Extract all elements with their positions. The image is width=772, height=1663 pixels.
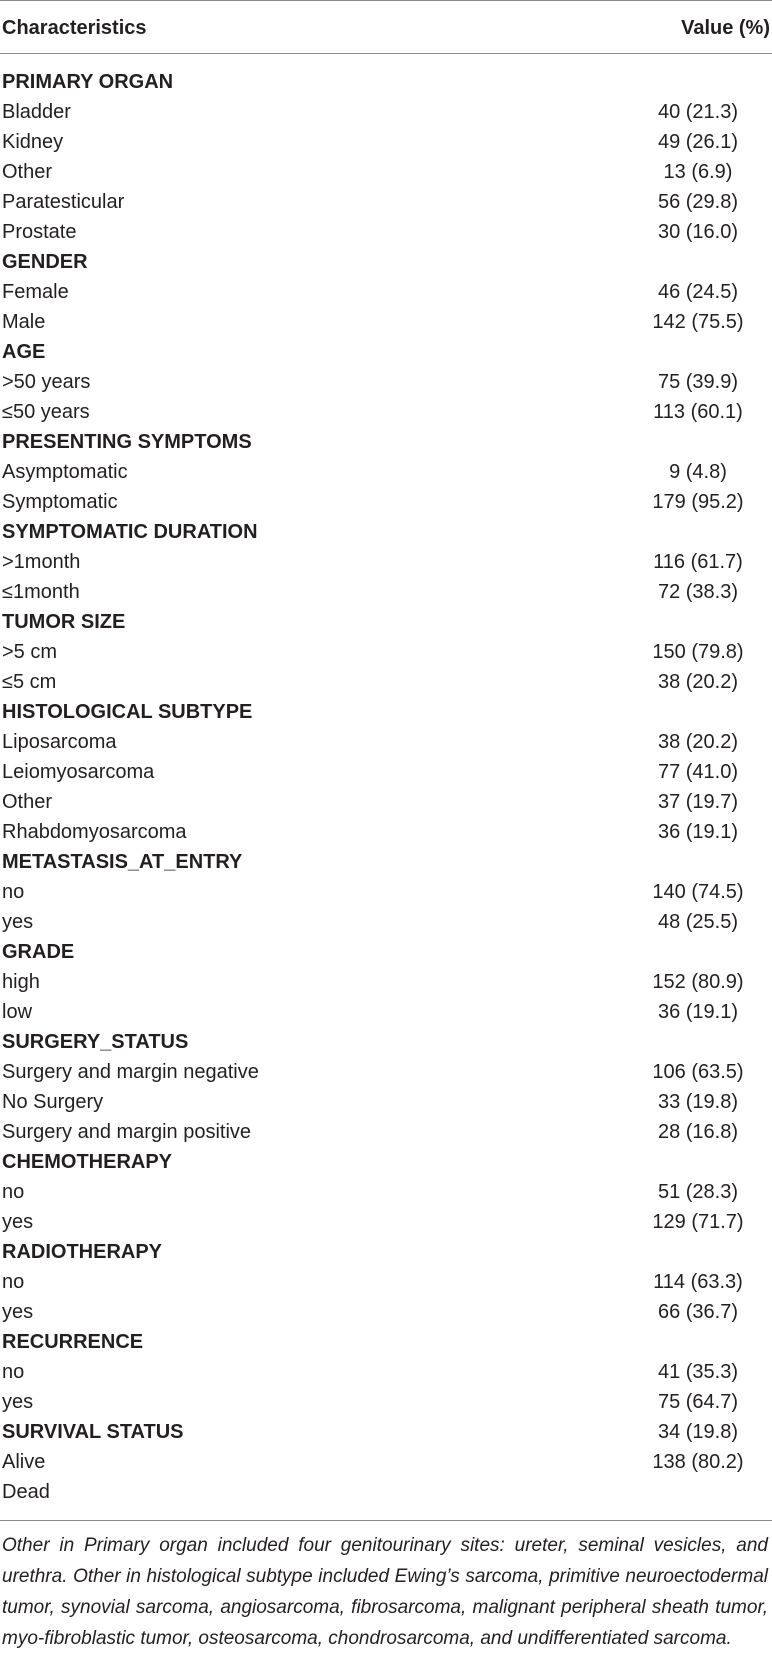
row-label: no bbox=[2, 1181, 25, 1203]
row-label: ≤50 years bbox=[2, 401, 90, 423]
row-label: Paratesticular bbox=[2, 191, 125, 213]
table-row bbox=[0, 967, 772, 997]
section-label: RECURRENCE bbox=[2, 1331, 144, 1353]
table-row bbox=[0, 457, 772, 487]
table-row bbox=[0, 1477, 772, 1507]
section-header-row bbox=[0, 1147, 772, 1177]
row-label: Other bbox=[2, 161, 53, 183]
table-row bbox=[0, 487, 772, 517]
row-value: 138 (80.2) bbox=[652, 1451, 744, 1473]
row-value: 56 (29.8) bbox=[657, 191, 739, 213]
table-body bbox=[0, 67, 772, 1507]
table-row bbox=[0, 1207, 772, 1237]
row-label: no bbox=[2, 1361, 25, 1383]
section-header-row bbox=[0, 697, 772, 727]
row-label: Other bbox=[2, 791, 53, 813]
table-row bbox=[0, 1387, 772, 1417]
row-label: yes bbox=[2, 911, 34, 933]
row-label: Alive bbox=[2, 1451, 46, 1473]
row-value: 36 (19.1) bbox=[657, 821, 739, 843]
table-row bbox=[0, 277, 772, 307]
table-row bbox=[0, 1357, 772, 1387]
row-value: 142 (75.5) bbox=[652, 311, 744, 333]
section-label: GRADE bbox=[2, 941, 75, 963]
row-value: 75 (64.7) bbox=[657, 1391, 739, 1413]
row-value: 116 (61.7) bbox=[653, 551, 743, 573]
row-label: Male bbox=[2, 311, 46, 333]
row-label: Asymptomatic bbox=[2, 461, 128, 483]
row-value: 106 (63.5) bbox=[652, 1061, 744, 1083]
section-header-row bbox=[0, 337, 772, 367]
section-header-row bbox=[0, 847, 772, 877]
row-value: 46 (24.5) bbox=[657, 281, 739, 303]
section-label: SYMPTOMATIC DURATION bbox=[2, 521, 258, 543]
row-label: Liposarcoma bbox=[2, 731, 117, 753]
section-header-row bbox=[0, 247, 772, 277]
table-row bbox=[0, 787, 772, 817]
row-label: yes bbox=[2, 1211, 34, 1233]
row-label: Bladder bbox=[2, 101, 71, 123]
row-label: Rhabdomyosarcoma bbox=[2, 821, 187, 843]
table-row bbox=[0, 217, 772, 247]
section-label: PRIMARY ORGAN bbox=[2, 71, 174, 93]
row-value: 9 (4.8) bbox=[669, 461, 727, 483]
table-row bbox=[0, 307, 772, 337]
row-value: 51 (28.3) bbox=[657, 1181, 739, 1203]
row-label: high bbox=[2, 971, 40, 993]
table-row bbox=[0, 1117, 772, 1147]
row-label: yes bbox=[2, 1301, 34, 1323]
row-value: 66 (36.7) bbox=[657, 1301, 739, 1323]
section-header-row bbox=[0, 1327, 772, 1357]
row-value: 113 (60.1) bbox=[653, 401, 743, 423]
row-value: 38 (20.2) bbox=[657, 671, 739, 693]
row-value: 152 (80.9) bbox=[652, 971, 744, 993]
table-row bbox=[0, 1057, 772, 1087]
table-row bbox=[0, 547, 772, 577]
row-value: 129 (71.7) bbox=[652, 1211, 744, 1233]
table-header bbox=[0, 0, 772, 53]
table-row bbox=[0, 1447, 772, 1477]
table-row bbox=[0, 1177, 772, 1207]
table-row bbox=[0, 997, 772, 1027]
section-label: METASTASIS_AT_ENTRY bbox=[2, 851, 243, 873]
row-value: 41 (35.3) bbox=[657, 1361, 739, 1383]
row-value: 33 (19.8) bbox=[657, 1091, 739, 1113]
header-characteristics: Characteristics bbox=[2, 17, 147, 39]
table-row bbox=[0, 577, 772, 607]
row-label: ≤1month bbox=[2, 581, 80, 603]
row-value: 179 (95.2) bbox=[652, 491, 744, 513]
row-value: 77 (41.0) bbox=[657, 761, 739, 783]
section-header-row bbox=[0, 607, 772, 637]
row-value: 34 (19.8) bbox=[657, 1421, 739, 1443]
section-label: HISTOLOGICAL SUBTYPE bbox=[2, 701, 253, 723]
table-row bbox=[0, 667, 772, 697]
row-label: No Surgery bbox=[2, 1091, 104, 1113]
table-row bbox=[0, 757, 772, 787]
table-row bbox=[0, 727, 772, 757]
row-label: >5 cm bbox=[2, 641, 58, 663]
row-value: 37 (19.7) bbox=[657, 791, 739, 813]
section-header-row bbox=[0, 1027, 772, 1057]
row-label: >50 years bbox=[2, 371, 91, 393]
section-header-row bbox=[0, 67, 772, 97]
table-row bbox=[0, 397, 772, 427]
row-label: Surgery and margin negative bbox=[2, 1061, 259, 1083]
table-row bbox=[0, 1297, 772, 1327]
header-value: Value (%) bbox=[681, 17, 770, 39]
table-row bbox=[0, 187, 772, 217]
table-row bbox=[0, 1267, 772, 1297]
section-label: CHEMOTHERAPY bbox=[2, 1151, 173, 1173]
section-label: RADIOTHERAPY bbox=[2, 1241, 163, 1263]
row-label: Leiomyosarcoma bbox=[2, 761, 155, 783]
section-label: SURVIVAL STATUS bbox=[2, 1421, 184, 1443]
section-header-row bbox=[0, 1237, 772, 1267]
section-label: GENDER bbox=[2, 251, 88, 273]
row-label: Prostate bbox=[2, 221, 77, 243]
section-label: PRESENTING SYMPTOMS bbox=[2, 431, 252, 453]
section-header-row bbox=[0, 517, 772, 547]
row-value: 114 (63.3) bbox=[653, 1271, 743, 1293]
row-value: 48 (25.5) bbox=[657, 911, 739, 933]
row-value: 140 (74.5) bbox=[652, 881, 744, 903]
row-value: 150 (79.8) bbox=[652, 641, 744, 663]
row-label: no bbox=[2, 881, 25, 903]
row-value: 30 (16.0) bbox=[657, 221, 739, 243]
table-row bbox=[0, 907, 772, 937]
row-label: Female bbox=[2, 281, 69, 303]
table-row bbox=[0, 817, 772, 847]
row-value: 13 (6.9) bbox=[663, 161, 733, 183]
table-row bbox=[0, 1087, 772, 1117]
section-header-row bbox=[0, 1417, 772, 1447]
row-value: 36 (19.1) bbox=[657, 1001, 739, 1023]
section-label: TUMOR SIZE bbox=[2, 611, 126, 633]
table-header-rule bbox=[0, 53, 772, 54]
section-label: SURGERY_STATUS bbox=[2, 1031, 189, 1053]
row-label: Kidney bbox=[2, 131, 64, 153]
row-label: yes bbox=[2, 1391, 34, 1413]
row-value: 40 (21.3) bbox=[657, 101, 739, 123]
row-label: Symptomatic bbox=[2, 491, 118, 513]
section-label: AGE bbox=[2, 341, 46, 363]
table-footnote: Other in Primary organ included four genitourinary sites: ureter, seminal vesicles, and urethra. Other in histological subtype included Ewing’s sarcoma, primitive neuroectodermal tumor, synovial sarcoma, angiosarcoma, fibrosarcoma, malignant peripheral sheath tumor, myo-fibroblastic tumor, osteosarcoma, chondrosarcoma, and undifferentiated sarcoma. bbox=[2, 1535, 768, 1649]
table-row bbox=[0, 127, 772, 157]
table-row bbox=[0, 157, 772, 187]
table-row bbox=[0, 877, 772, 907]
row-value: 28 (16.8) bbox=[657, 1121, 739, 1143]
table-row bbox=[0, 97, 772, 127]
row-value: 72 (38.3) bbox=[657, 581, 739, 603]
table-row bbox=[0, 367, 772, 397]
table-row bbox=[0, 637, 772, 667]
row-label: >1month bbox=[2, 551, 81, 573]
row-label: low bbox=[2, 1001, 33, 1023]
section-header-row bbox=[0, 427, 772, 457]
row-label: Dead bbox=[2, 1481, 50, 1503]
row-label: Surgery and margin positive bbox=[2, 1121, 252, 1143]
table-bottom-rule bbox=[0, 1520, 772, 1521]
row-value: 75 (39.9) bbox=[657, 371, 739, 393]
row-label: ≤5 cm bbox=[2, 671, 57, 693]
row-value: 38 (20.2) bbox=[657, 731, 739, 753]
row-label: no bbox=[2, 1271, 25, 1293]
row-value: 49 (26.1) bbox=[657, 131, 739, 153]
section-header-row bbox=[0, 937, 772, 967]
